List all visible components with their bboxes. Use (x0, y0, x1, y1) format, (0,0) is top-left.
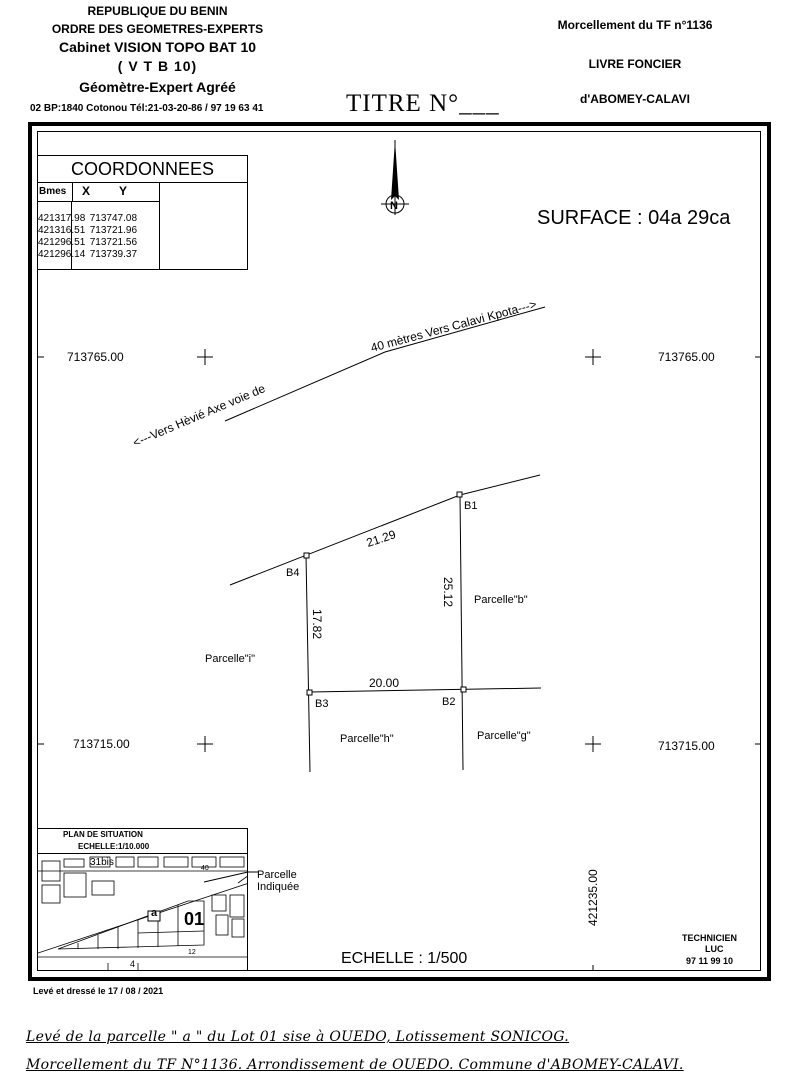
surface-label: SURFACE : 04a 29ca (537, 207, 731, 229)
parcelle-g: Parcelle"g" (477, 730, 531, 742)
header-acronym: ( V T B 10) (117, 58, 198, 74)
col-header-x: X (82, 184, 91, 198)
road-label-left: <---Vers Hèvié Axe voie de (130, 381, 268, 450)
svg-text:N: N (390, 200, 398, 212)
situation-label-12: 12 (188, 949, 196, 956)
grid-label-vertical: 421235.00 (586, 869, 600, 926)
situation-plan (37, 828, 248, 971)
header-commune: d'ABOMEY-CALAVI (580, 92, 690, 106)
situation-label-31bis: 31bis (90, 857, 114, 868)
footer-line-2: Morcellement du TF N°1136. Arrondissement de OUEDO. Commune d'ABOMEY-CALAVI. (26, 1057, 684, 1073)
situation-indicated: Parcelle Indiquée (257, 869, 300, 893)
north-arrow-icon (381, 140, 409, 215)
technician-role: TECHNICIEN (682, 933, 738, 943)
side-top-length: 21.29 (364, 527, 398, 550)
coordinates-title: COORDONNEES (38, 156, 247, 183)
marker-b2: B2 (442, 696, 456, 708)
grid-label-top-right: 713765.00 (658, 350, 715, 364)
date-line: Levé et dressé le 17 / 08 / 2021 (33, 986, 164, 996)
technician-name: LUC (705, 944, 724, 954)
header-morcellement: Morcellement du TF n°1136 (557, 18, 713, 32)
header-contact: 02 BP:1840 Cotonou Tél:21-03-20-86 / 97 19 63 41 (30, 103, 264, 114)
header-order: ORDRE DES GEOMETRES-EXPERTS (51, 22, 264, 36)
grid-label-bottom-left: 713715.00 (73, 737, 130, 751)
col-header-bmes: Bmes (38, 182, 73, 201)
titre-number: TITRE N°___ (346, 90, 500, 117)
table-row: 421296.14 713739.37 (38, 249, 138, 260)
parcel-boundaries (230, 475, 541, 772)
col-header-y: Y (119, 184, 128, 198)
side-bottom-length: 20.00 (369, 676, 400, 690)
side-right-length: 25.12 (441, 577, 455, 608)
parcelle-b: Parcelle"b" (474, 594, 528, 606)
header-title: Géomètre-Expert Agréé (79, 79, 236, 95)
header-cabinet: Cabinet VISION TOPO BAT 10 (58, 39, 257, 55)
road-label-right: 40 mètres Vers Calavi Kpota---> (369, 297, 539, 355)
table-row: 421296.51 713721.56 (38, 237, 138, 248)
situation-label-01: 01 (184, 909, 205, 929)
marker-b3: B3 (315, 698, 329, 710)
situation-label-40: 40 (201, 865, 209, 872)
situation-title: PLAN DE SITUATION (63, 830, 143, 839)
table-row: 421316.51 713721.96 (38, 225, 138, 236)
side-left-length: 17.82 (310, 609, 324, 640)
pointer-arrow-icon (200, 866, 260, 886)
parcelle-h: Parcelle"h" (340, 733, 394, 745)
header-republic: REPUBLIQUE DU BENIN (87, 4, 228, 18)
grid-label-top-left: 713765.00 (67, 350, 124, 364)
scale-label: ECHELLE : 1/500 (341, 950, 468, 967)
footer-line-1: Levé de la parcelle " a " du Lot 01 sise à OUEDO, Lotissement SONICOG. (26, 1029, 570, 1045)
situation-label-a: a (151, 907, 158, 919)
situation-scale: ECHELLE:1/10.000 (78, 842, 150, 851)
road-axis (225, 307, 545, 421)
marker-b4: B4 (286, 567, 300, 579)
parcelle-i: Parcelle"i" (205, 653, 255, 665)
marker-b1: B1 (464, 500, 478, 512)
grid-label-bottom-right: 713715.00 (658, 739, 715, 753)
table-row: 421317.98 713747.08 (38, 213, 138, 224)
technician-phone: 97 11 99 10 (686, 956, 734, 966)
situation-label-4: 4 (130, 959, 136, 969)
header-livre: LIVRE FONCIER (588, 57, 682, 71)
